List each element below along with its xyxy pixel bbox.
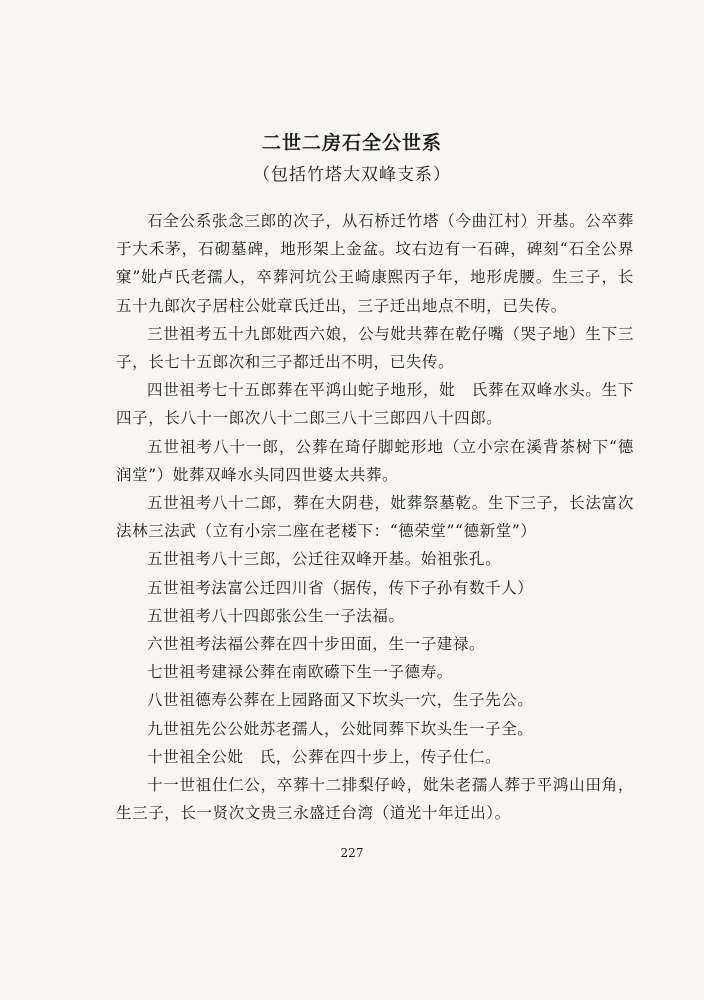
paragraph-14: 十一世祖仕仁公，卒葬十二排梨仔岭，妣朱老孺人葬于平鸿山田角，生三子，长一贤次文贵三永盛迁台湾（道光十年迁出）。 [116, 776, 634, 823]
paragraph-13: 十世祖全公妣 氏，公葬在四十步上，传子仕仁。 [147, 747, 502, 766]
page-number: 227 [340, 846, 364, 860]
paragraph-7: 五世祖考法富公迁四川省（据传，传下子孙有数千人） [147, 578, 534, 597]
paragraph-12: 九世祖先公公妣苏老孺人，公妣同葬下坎头生一子全。 [147, 719, 534, 738]
paragraph-11: 八世祖德寿公葬在上园路面又下坎头一穴，生子先公。 [147, 691, 534, 710]
body-text [116, 207, 634, 827]
page-title: 二世二房石全公世系 [261, 132, 442, 154]
paragraph-9: 六世祖考法福公葬在四十步田面，生一子建禄。 [147, 635, 486, 654]
paragraph-3: 四世祖考七十五郎葬在平鸿山蛇子地形，妣 氏葬在双峰水头。生下四子，长八十一郎次八十二郎三八十三郎四八十四郎。 [116, 381, 634, 428]
paragraph-1: 石全公系张念三郎的次子，从石桥迁竹塔（今曲江村）开基。公卒葬于大禾茅，石砌墓碑，地形架上金盆。坟右边有一石碑，碑刻“石全公界窠”妣卢氏老孺人，卒葬河坑公王崎康熙丙子年，地形虎腰。生三子，长五十九郎次子居柱公妣章氏迁出，三子迁出地点不明，已失传。 [116, 212, 634, 315]
page-subtitle: （包括竹塔大双峰支系） [253, 165, 451, 185]
paragraph-8: 五世祖考八十四郎张公生一子法福。 [147, 606, 405, 625]
paragraph-2: 三世祖考五十九郎妣西六娘，公与妣共葬在乾仔嘴（哭子地）生下三子，长七十五郎次和三子都迁出不明，已失传。 [116, 324, 634, 372]
paragraph-5: 五世祖考八十二郎，葬在大阴巷，妣葬祭墓乾。生下三子，长法富次法林三法武（立有小宗二座在老楼下：“德荣堂”“德新堂”） [116, 494, 634, 541]
paragraph-4: 五世祖考八十一郎，公葬在琦仔脚蛇形地（立小宗在溪背茶树下“德润堂”）妣葬双峰水头同四世婆太共葬。 [116, 437, 634, 484]
paragraph-10: 七世祖考建禄公葬在南欧礤下生一子德寿。 [147, 663, 453, 682]
paragraph-6: 五世祖考八十三郎，公迁往双峰开基。始祖张孔。 [147, 550, 502, 569]
